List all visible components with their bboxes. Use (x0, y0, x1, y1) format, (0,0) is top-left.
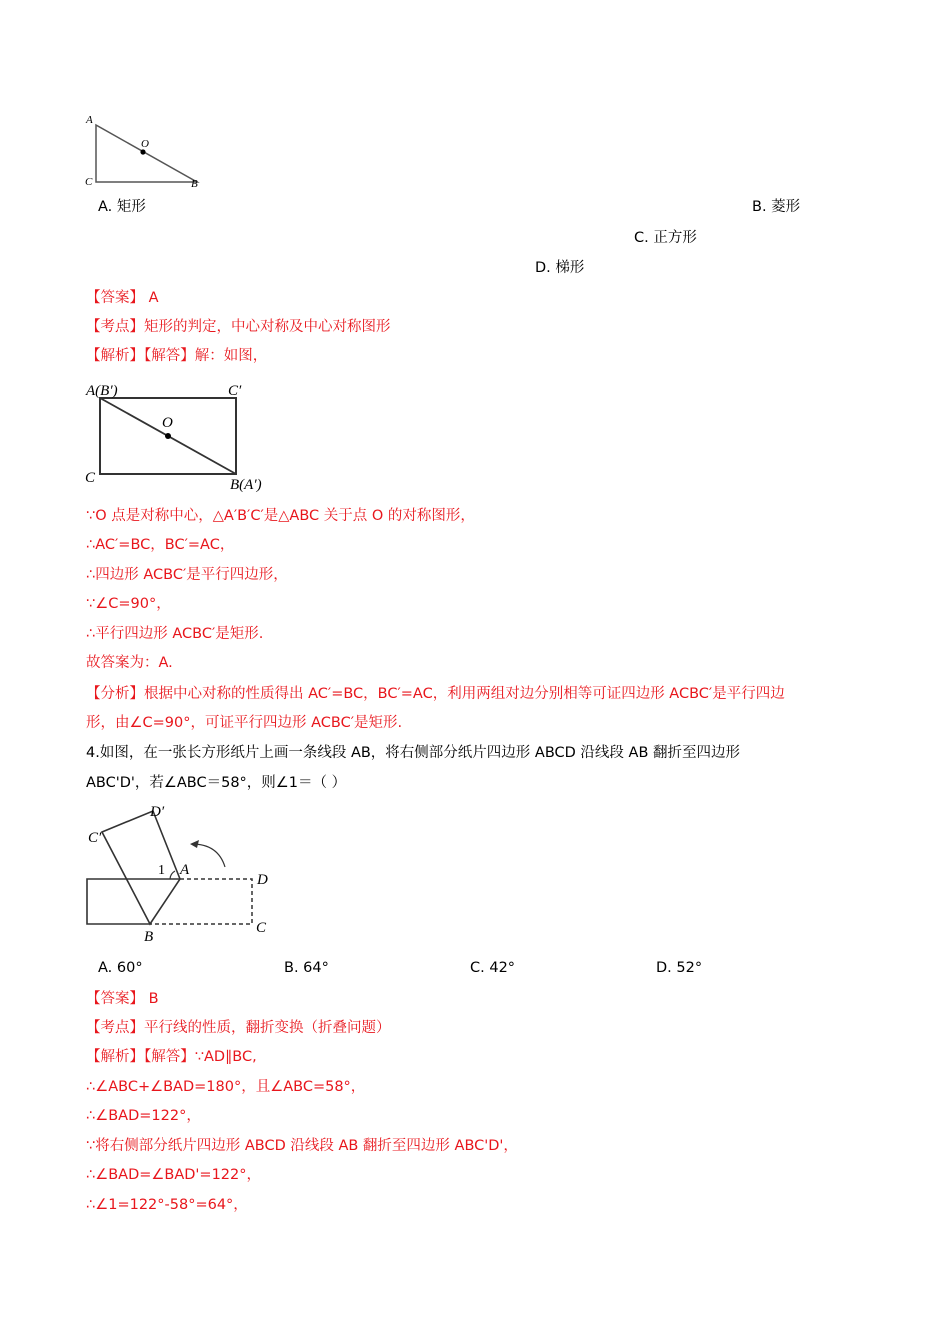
q3-step-2: ∴AC′=BC，BC′=AC， (86, 537, 235, 553)
q3-fenxi-line1: 【分析】根据中心对称的性质得出 AC′=BC，BC′=AC，利用两组对边分别相等可证四边形 ACBC′是平行四边 (86, 686, 785, 702)
fig1-label-a: A (86, 114, 93, 126)
rectangle-figure (82, 376, 282, 496)
fig2-label-cprime: C′ (228, 383, 242, 399)
q3-option-c: C. 正方形 (634, 230, 697, 246)
q4-option-d: D. 52° (656, 960, 703, 976)
q3-kaodian: 【考点】矩形的判定，中心对称及中心对称图形 (86, 319, 391, 335)
q3-answer: 【答案】 A (86, 290, 159, 306)
q3-step-5: ∴平行四边形 ACBC′是矩形. (86, 626, 264, 642)
q4-option-a: A. 60° (98, 960, 143, 976)
q4-step-5: ∴∠1=122°-58°=64°， (86, 1197, 248, 1213)
q3-step-3: ∴四边形 ACBC′是平行四边形， (86, 567, 288, 583)
fig2-label-c: C (85, 470, 96, 486)
q3-step-1: ∵O 点是对称中心，△A′B′C′是△ABC 关于点 O 的对称图形， (86, 508, 475, 524)
fig1-label-b: B (191, 178, 198, 190)
q4-kaodian: 【考点】平行线的性质，翻折变换（折叠问题） (86, 1020, 391, 1036)
q4-step-2: ∴∠BAD=122°， (86, 1108, 201, 1124)
fig3-label-cprime: C′ (88, 830, 102, 846)
triangle-figure (80, 110, 210, 195)
q3-step-4: ∵∠C=90°， (86, 596, 171, 612)
q3-option-b: B. 菱形 (752, 199, 801, 215)
fig1-label-c: C (85, 176, 93, 188)
q4-option-c: C. 42° (470, 960, 516, 976)
fig2-label-ba: B(A′) (230, 477, 262, 493)
q4-question-line2: ABC'D'，若∠ABC＝58°，则∠1＝（ ） (86, 775, 347, 791)
q3-option-a: A. 矩形 (98, 199, 146, 215)
fig2-label-o: O (162, 415, 173, 431)
fig2-label-ab: A(B′) (86, 383, 118, 399)
fig1-label-o: O (141, 138, 149, 150)
fig3-label-dprime: D′ (150, 804, 165, 820)
q4-question-line1: 4.如图，在一张长方形纸片上画一条线段 AB，将右侧部分纸片四边形 ABCD 沿线段 AB 翻折至四边形 (86, 745, 741, 761)
q4-step-4: ∴∠BAD=∠BAD'=122°， (86, 1167, 261, 1183)
fig3-label-d: D (257, 872, 268, 888)
q4-option-b: B. 64° (284, 960, 329, 976)
q3-fenxi-line2: 形，由∠C=90°，可证平行四边形 ACBC′是矩形. (86, 715, 403, 731)
fig3-label-1: 1 (158, 863, 165, 878)
fig3-label-c: C (256, 920, 267, 936)
q4-answer: 【答案】 B (86, 991, 159, 1007)
q3-option-d: D. 梯形 (535, 260, 585, 276)
q4-jiexi: 【解析】【解答】∵AD∥BC, (86, 1049, 257, 1065)
q4-step-1: ∴∠ABC+∠BAD=180°，且∠ABC=58°， (86, 1079, 366, 1095)
q4-step-3: ∵将右侧部分纸片四边形 ABCD 沿线段 AB 翻折至四边形 ABC'D'， (86, 1138, 518, 1154)
q3-jiexi: 【解析】【解答】解：如图， (86, 348, 268, 364)
q3-step-6: 故答案为：A. (86, 655, 173, 671)
fig3-label-a: A (180, 862, 190, 878)
fig3-label-b: B (144, 929, 154, 945)
fold-figure (80, 800, 280, 948)
